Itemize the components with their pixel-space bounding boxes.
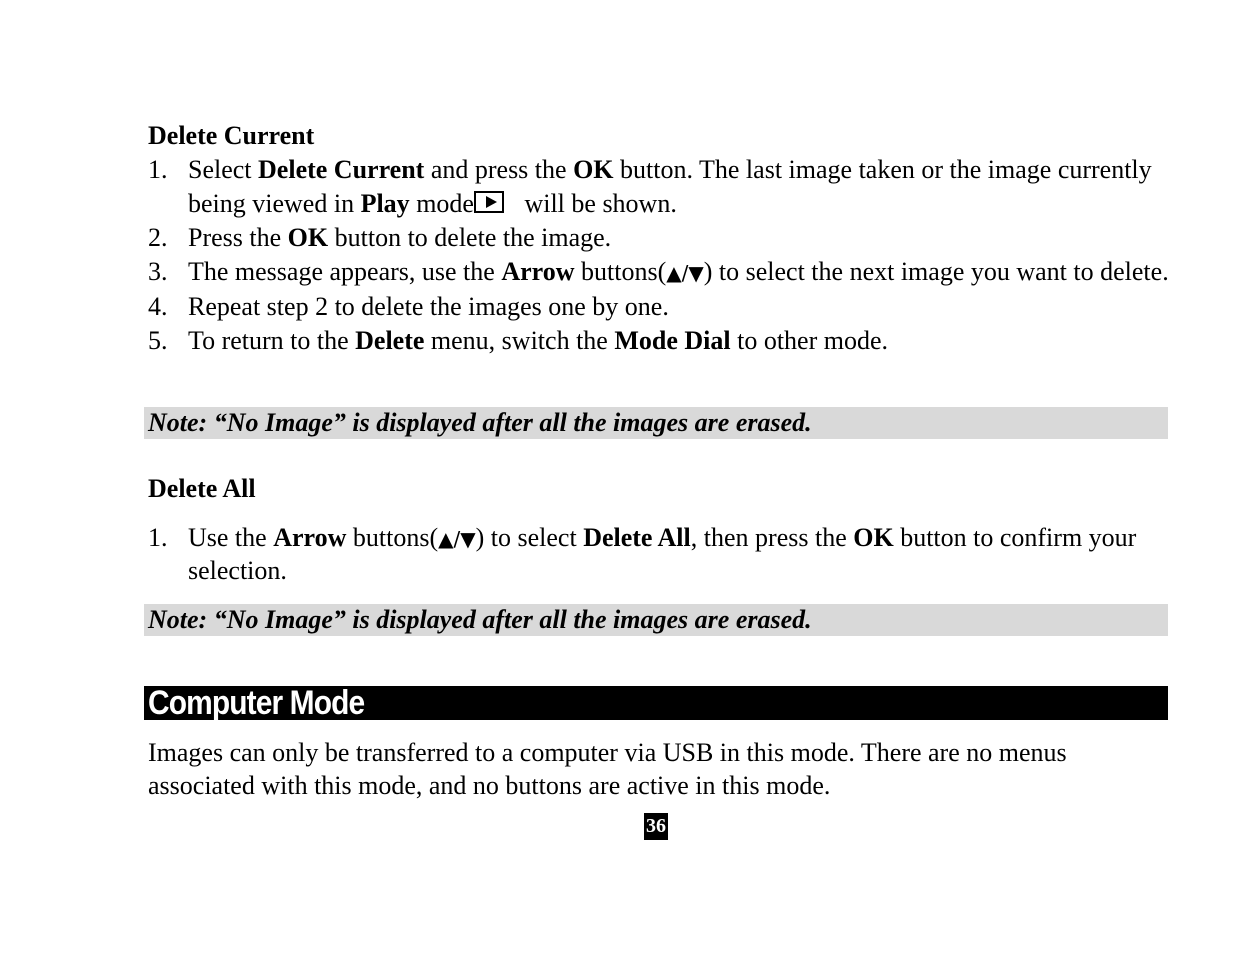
- step-number: 5.: [148, 326, 168, 355]
- arrow-up-down-icon: ▲/▼: [666, 261, 704, 285]
- step-text: To return to the: [188, 326, 356, 355]
- step-bold: Delete: [355, 326, 425, 355]
- step-text: ) to select: [475, 523, 584, 552]
- list-item: [148, 290, 1178, 324]
- step-text: , then press the: [690, 523, 854, 552]
- list-item: [148, 153, 1178, 221]
- step-bold: Delete All: [583, 523, 691, 552]
- note-no-image: Note: “No Image” is displayed after all the images are erased.: [144, 407, 1168, 439]
- step-text: mode: [409, 189, 474, 218]
- step-text: Repeat step 2 to delete the images one by one.: [188, 292, 669, 321]
- step-text: button. The last image taken or the image currently being viewed in: [188, 155, 1152, 218]
- step-bold: Arrow: [501, 257, 575, 286]
- step-text: Use the: [188, 523, 274, 552]
- delete-all-steps: [148, 522, 1178, 587]
- step-text: Press the: [188, 223, 288, 252]
- step-bold: OK: [573, 155, 614, 184]
- step-text: Select: [188, 155, 259, 184]
- note-no-image-2: Note: “No Image” is displayed after all the images are erased.: [144, 604, 1168, 636]
- step-bold: OK: [287, 223, 329, 252]
- step-bold: OK: [853, 523, 894, 552]
- list-item: [148, 221, 1178, 255]
- step-text: to other mode.: [730, 326, 889, 355]
- step-bold: Arrow: [273, 523, 347, 552]
- step-text: buttons(: [574, 257, 667, 286]
- section-title: Computer Mode: [148, 684, 365, 722]
- step-text: button to delete the image.: [328, 223, 612, 252]
- delete-current-steps: [148, 153, 1178, 358]
- step-number: 1.: [148, 523, 168, 552]
- computer-mode-heading: [144, 686, 1168, 720]
- step-text: buttons(: [346, 523, 439, 552]
- step-bold: Mode Dial: [614, 326, 731, 355]
- step-number: 3.: [148, 257, 168, 286]
- play-mode-icon: [474, 191, 504, 213]
- step-bold: Play: [360, 189, 410, 218]
- delete-current-heading: Delete Current: [148, 121, 315, 150]
- step-bold: Delete Current: [258, 155, 425, 184]
- computer-mode-description: Images can only be transferred to a computer via USB in this mode. There are no menus associated with this mode, and no buttons are active in this mode.: [148, 738, 1067, 800]
- delete-all-heading: Delete All: [148, 474, 256, 503]
- arrow-up-down-icon: ▲/▼: [438, 527, 476, 551]
- page-number: 36: [644, 813, 668, 840]
- step-text: button to confirm your selection.: [188, 523, 1137, 585]
- list-item: [148, 255, 1178, 290]
- step-number: 2.: [148, 223, 168, 252]
- list-item: [148, 324, 1178, 358]
- step-number: 1.: [148, 155, 168, 184]
- step-text: The message appears, use the: [188, 257, 502, 286]
- step-text: and press the: [424, 155, 574, 184]
- step-text: menu, switch the: [424, 326, 615, 355]
- step-text: will be shown.: [517, 189, 677, 218]
- step-text: ) to select the next image you want to delete.: [703, 257, 1169, 286]
- step-number: 4.: [148, 292, 168, 321]
- list-item: [148, 522, 1178, 587]
